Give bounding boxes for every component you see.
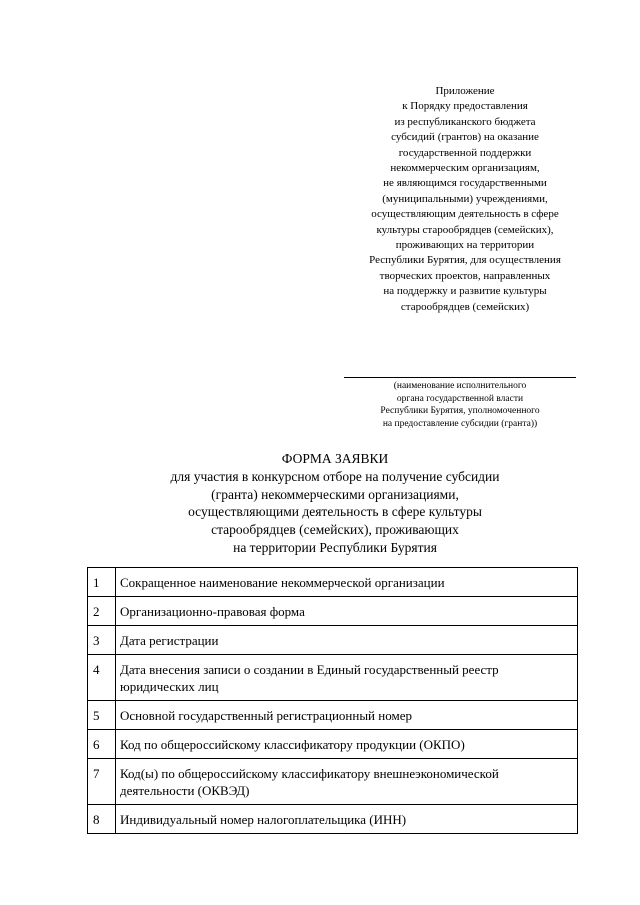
table-row [88,626,578,655]
appendix-line: Приложение [435,85,495,97]
row-label: Организационно-правовая форма [116,597,578,626]
row-number: 5 [88,701,116,730]
appendix-line: не являющимся государственными [383,177,547,190]
appendix-line: старообрядцев (семейских) [400,300,530,313]
form-title-line: для участия в конкурсном отборе на получение субсидии [170,468,500,484]
caption-line: Республики Бурятия, уполномоченного [380,406,540,417]
form-title-heading: ФОРМА ЗАЯВКИ [281,451,389,466]
row-label: Код(ы) по общероссийскому классификатору внешнеэкономической деятельности (ОКВЭД) [116,759,578,805]
application-form-table [87,567,578,834]
form-title [100,450,570,557]
caption-line: (наименование исполнительного [393,381,527,391]
row-label: Основной государственный регистрационный номер [116,701,578,730]
row-label: Дата внесения записи о создании в Единый государственный реестр юридических лиц [116,655,578,701]
table-row [88,597,578,626]
appendix-line: субсидий (грантов) на оказание [391,131,539,144]
row-number: 6 [88,730,116,759]
appendix-line: проживающих на территории [395,239,535,252]
appendix-line: на поддержку и развитие культуры [383,285,547,298]
appendix-note [340,84,590,315]
caption-line: органа государственной власти [396,393,524,404]
appendix-line: осуществляющим деятельность в сфере [371,208,559,221]
row-number: 7 [88,759,116,805]
row-number: 8 [88,805,116,834]
appendix-line: творческих проектов, направленных [379,269,551,282]
caption-line: на предоставление субсидии (гранта)) [382,419,538,430]
form-title-line: старообрядцев (семейских), проживающих [211,522,459,538]
row-label: Код по общероссийскому классификатору продукции (ОКПО) [116,730,578,759]
appendix-line: культуры старообрядцев (семейских), [376,223,554,236]
appendix-line: Республики Бурятия, для осуществления [369,254,561,267]
form-title-line: на территории Республики Бурятия [233,539,437,555]
table-row [88,568,578,597]
table-row [88,655,578,701]
table-row [88,701,578,730]
table-row [88,759,578,805]
row-number: 4 [88,655,116,701]
row-number: 3 [88,626,116,655]
row-number: 2 [88,597,116,626]
form-title-line: осуществляющими деятельность в сфере культуры [188,504,482,520]
appendix-line: из республиканского бюджета [394,115,536,128]
appendix-line: некоммерческим организациям, [390,162,540,175]
form-title-line: (гранта) некоммерческими организациями, [211,486,459,502]
table-row [88,805,578,834]
row-number: 1 [88,568,116,597]
row-label: Сокращенное наименование некоммерческой организации [116,568,578,597]
row-label: Индивидуальный номер налогоплательщика (ИНН) [116,805,578,834]
row-label: Дата регистрации [116,626,578,655]
appendix-line: (муниципальными) учреждениями, [382,192,548,205]
table-row [88,730,578,759]
appendix-line: государственной поддержки [398,146,532,159]
appendix-line: к Порядку предоставления [402,100,528,113]
addressee-line [344,377,576,378]
addressee-caption [340,380,580,431]
